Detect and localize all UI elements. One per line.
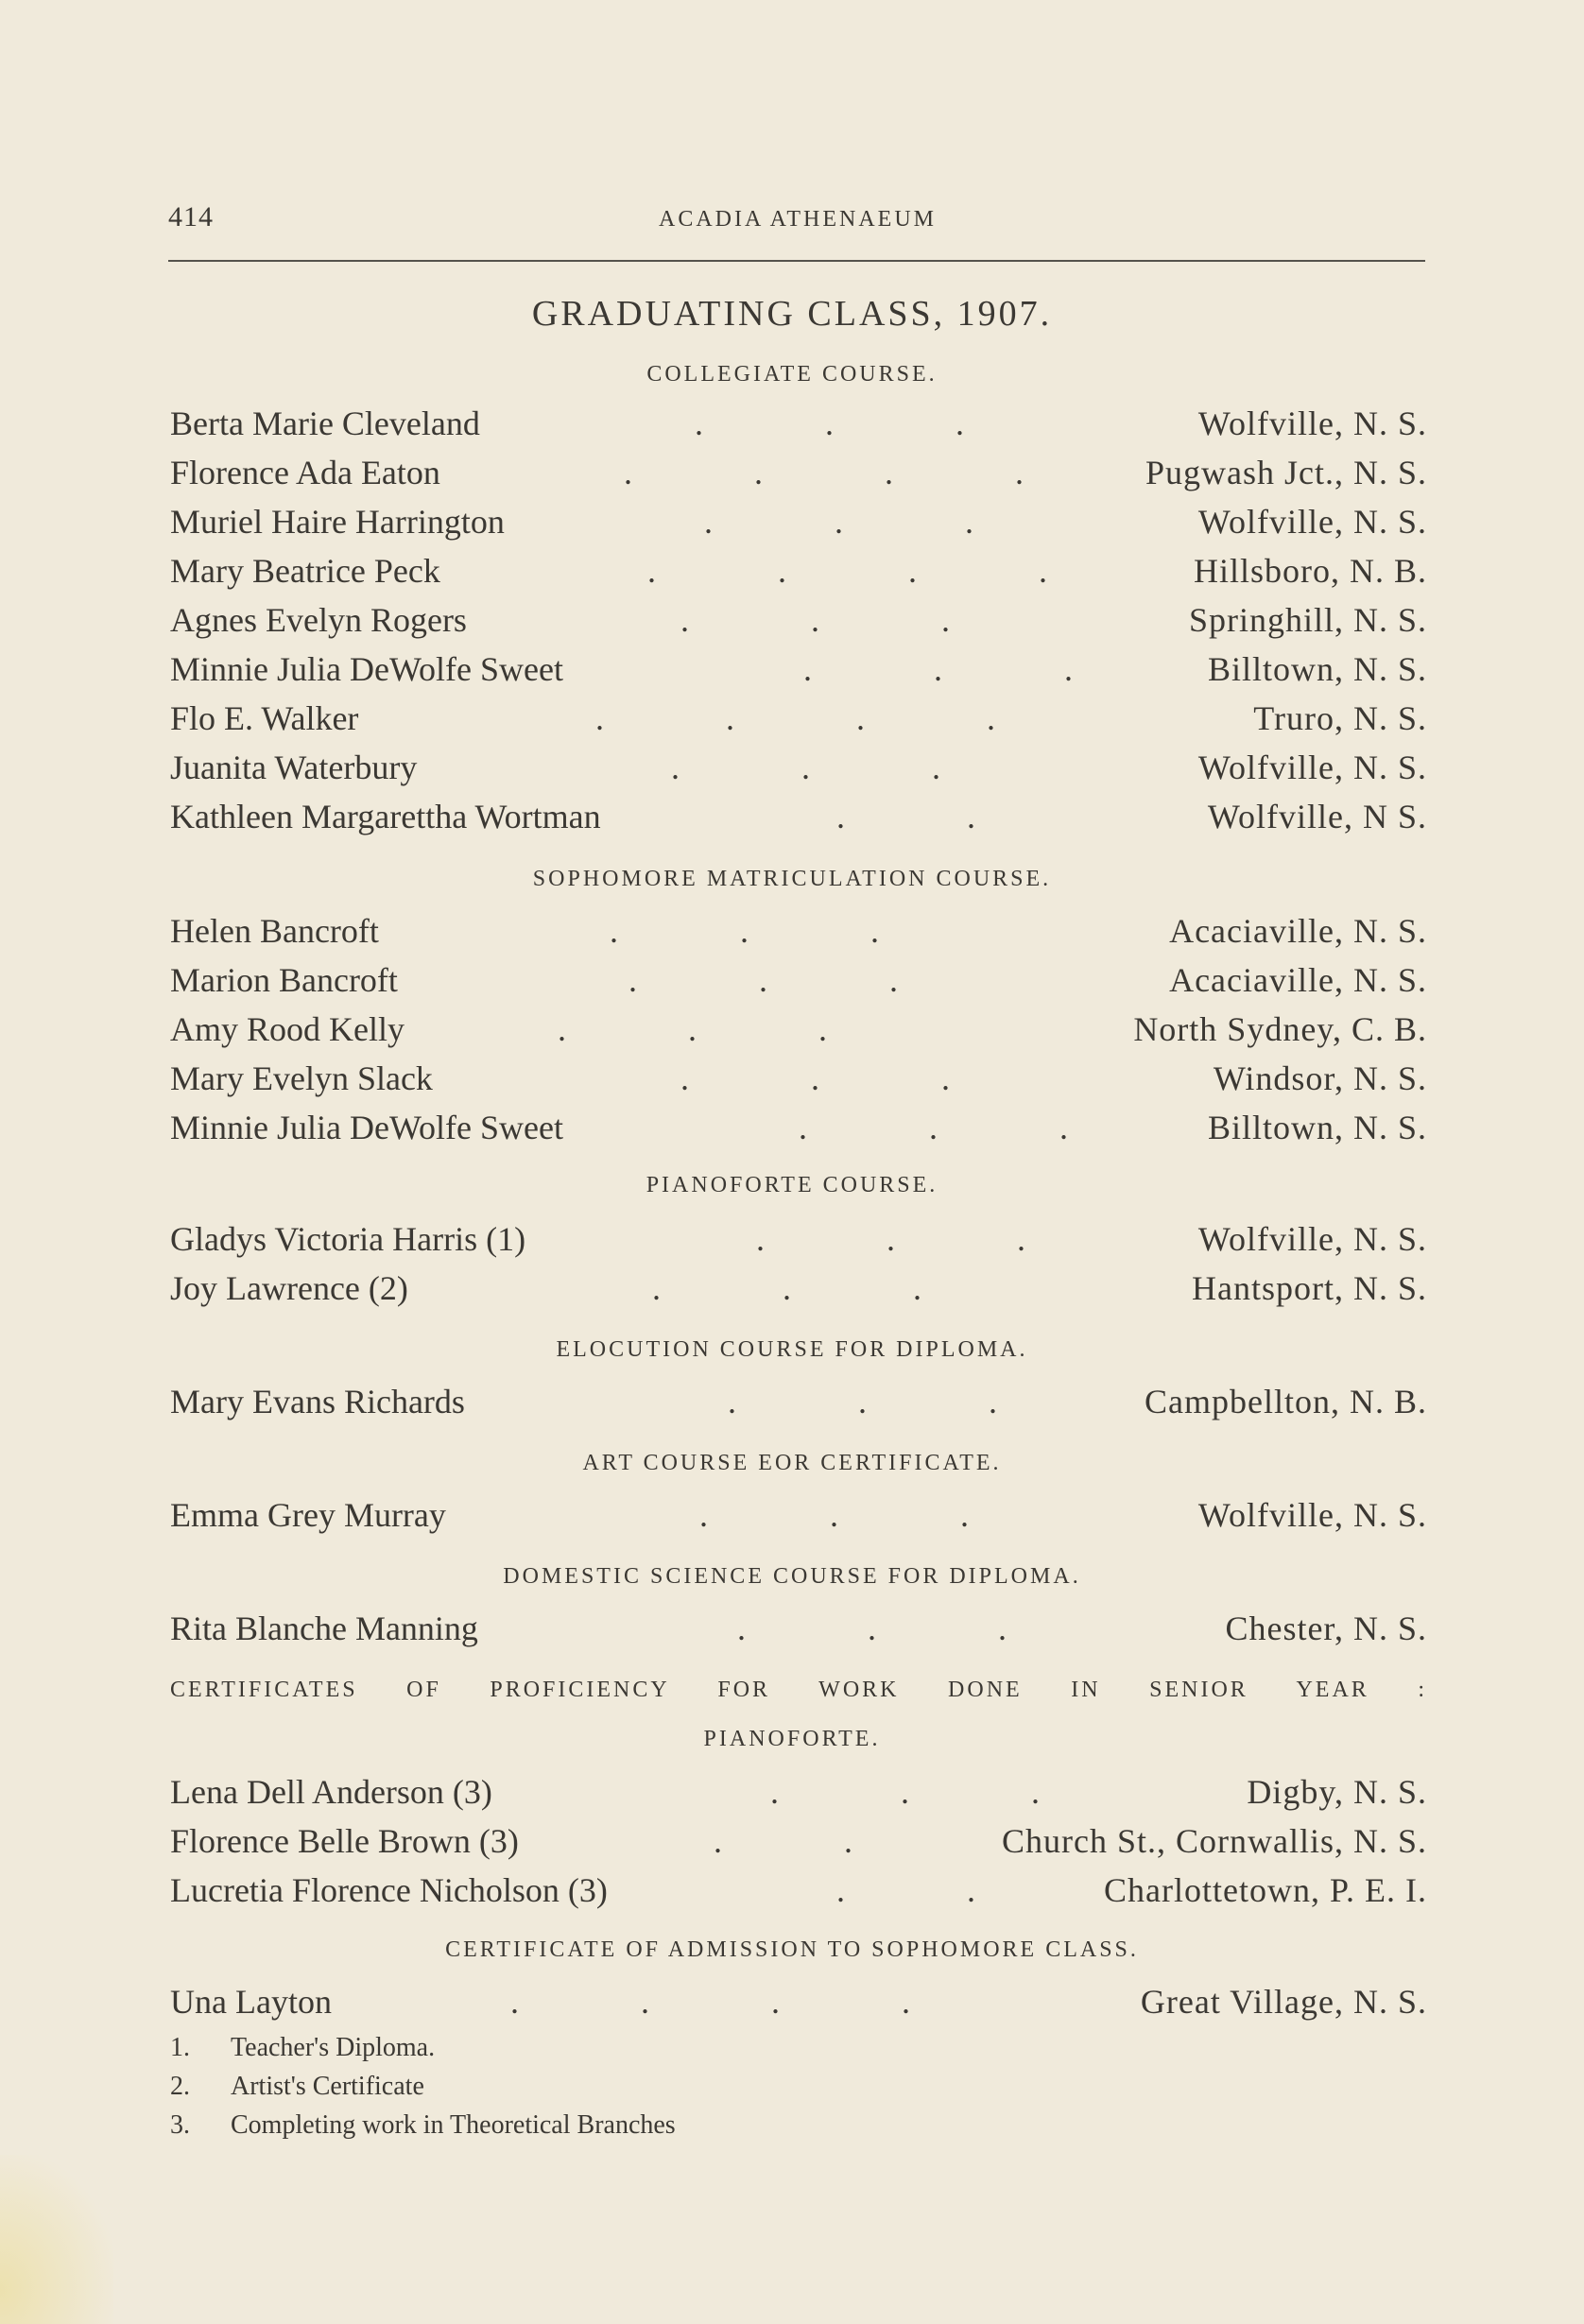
list-item bbox=[170, 797, 1427, 844]
graduate-hometown: Acaciaville, N. S. bbox=[1169, 961, 1427, 999]
graduate-name: Muriel Haire Harrington bbox=[170, 503, 505, 541]
list-item bbox=[170, 1772, 1427, 1819]
list-item bbox=[170, 1609, 1427, 1656]
graduate-hometown: Church St., Cornwallis, N. S. bbox=[1001, 1822, 1427, 1860]
section-subheading-pianoforte: PIANOFORTE. bbox=[703, 1727, 881, 1751]
list-item bbox=[170, 960, 1427, 1007]
graduate-name: Minnie Julia DeWolfe Sweet bbox=[170, 1109, 564, 1146]
section-heading-pianoforte: PIANOFORTE COURSE. bbox=[646, 1173, 938, 1197]
graduate-hometown: North Sydney, C. B. bbox=[1133, 1010, 1427, 1048]
graduate-hometown: Wolfville, N. S. bbox=[1197, 1496, 1427, 1534]
footnote bbox=[170, 2072, 424, 2102]
graduate-name: Helen Bancroft bbox=[170, 912, 379, 950]
leader-dots: . . . bbox=[770, 1773, 1096, 1811]
list-item bbox=[170, 453, 1427, 500]
list-item bbox=[170, 911, 1427, 958]
leader-dots: . . bbox=[836, 1871, 1032, 1909]
leader-dots: . . . bbox=[704, 503, 1030, 541]
graduate-name: Lena Dell Anderson (3) bbox=[170, 1773, 492, 1811]
paper-stain bbox=[0, 2155, 113, 2324]
leader-dots: . . . bbox=[803, 650, 1129, 688]
graduate-hometown: Acaciaville, N. S. bbox=[1169, 912, 1427, 950]
graduate-hometown: Billtown, N. S. bbox=[1207, 650, 1427, 688]
running-head bbox=[168, 201, 1427, 249]
graduate-name: Florence Ada Eaton bbox=[170, 454, 440, 491]
leader-dots: . . . . bbox=[624, 454, 1080, 491]
leader-dots: . . . bbox=[728, 1383, 1054, 1420]
list-item bbox=[170, 404, 1427, 451]
leader-dots: . . . . bbox=[595, 699, 1052, 737]
leader-dots: . . . bbox=[680, 1059, 1007, 1097]
graduate-hometown: Wolfville, N. S. bbox=[1197, 503, 1427, 541]
list-item bbox=[170, 1821, 1427, 1868]
leader-dots: . . . bbox=[756, 1220, 1082, 1258]
page-number: 414 bbox=[168, 201, 214, 232]
section-heading-admission: CERTIFICATE OF ADMISSION TO SOPHOMORE CLASS. bbox=[445, 1937, 1139, 1962]
list-item bbox=[170, 748, 1427, 795]
graduate-hometown: Campbellton, N. B. bbox=[1145, 1383, 1427, 1420]
graduate-hometown: Wolfville, N. S. bbox=[1197, 1220, 1427, 1258]
graduate-name: Amy Rood Kelly bbox=[170, 1010, 405, 1048]
leader-dots: . . bbox=[836, 798, 1032, 835]
list-item bbox=[170, 1009, 1427, 1057]
graduate-hometown: Digby, N. S. bbox=[1247, 1773, 1427, 1811]
footnote bbox=[170, 2110, 676, 2141]
leader-dots: . . . bbox=[558, 1010, 884, 1048]
section-heading-domestic-science: DOMESTIC SCIENCE COURSE FOR DIPLOMA. bbox=[503, 1564, 1081, 1589]
footnote-text: Completing work in Theoretical Branches bbox=[231, 2110, 676, 2140]
leader-dots: . . bbox=[714, 1822, 909, 1860]
graduate-name: Juanita Waterbury bbox=[170, 749, 418, 786]
graduate-name: Mary Evans Richards bbox=[170, 1383, 465, 1420]
graduate-hometown: Springhill, N. S. bbox=[1188, 601, 1427, 639]
graduate-name: Lucretia Florence Nicholson (3) bbox=[170, 1871, 608, 1909]
graduate-name: Gladys Victoria Harris (1) bbox=[170, 1220, 526, 1258]
graduate-name: Emma Grey Murray bbox=[170, 1496, 446, 1534]
graduate-hometown: Great Village, N. S. bbox=[1140, 1983, 1427, 2021]
graduate-name: Mary Beatrice Peck bbox=[170, 552, 440, 590]
graduate-hometown: Pugwash Jct., N. S. bbox=[1145, 454, 1427, 491]
list-item bbox=[170, 1108, 1427, 1155]
graduate-hometown: Wolfville, N. S. bbox=[1197, 749, 1427, 786]
graduate-name: Mary Evelyn Slack bbox=[170, 1059, 433, 1097]
graduate-hometown: Chester, N. S. bbox=[1225, 1610, 1427, 1647]
list-item bbox=[170, 502, 1427, 549]
leader-dots: . . . bbox=[671, 749, 997, 786]
list-item bbox=[170, 1382, 1427, 1429]
graduate-hometown: Wolfville, N S. bbox=[1207, 798, 1427, 835]
list-item bbox=[170, 1268, 1427, 1316]
list-item bbox=[170, 1870, 1427, 1918]
leader-dots: . . . . bbox=[647, 552, 1104, 590]
section-heading-sophomore: SOPHOMORE MATRICULATION COURSE. bbox=[532, 867, 1052, 891]
leader-dots: . . . bbox=[680, 601, 1007, 639]
section-heading-art: ART COURSE EOR CERTIFICATE. bbox=[582, 1451, 1002, 1475]
leader-dots: . . . bbox=[737, 1610, 1063, 1647]
footnote-number: 1. bbox=[170, 2033, 190, 2062]
graduate-hometown: Charlottetown, P. E. I. bbox=[1104, 1871, 1427, 1909]
footnote-text: Teacher's Diploma. bbox=[231, 2033, 436, 2062]
list-item bbox=[170, 1982, 1427, 2029]
graduate-hometown: Hillsboro, N. B. bbox=[1193, 552, 1427, 590]
graduate-hometown: Hantsport, N. S. bbox=[1192, 1269, 1427, 1307]
header-rule bbox=[168, 260, 1425, 262]
list-item bbox=[170, 551, 1427, 598]
leader-dots: . . . bbox=[799, 1109, 1125, 1146]
footnote-number: 2. bbox=[170, 2072, 190, 2101]
leader-dots: . . . . bbox=[510, 1983, 967, 2021]
list-item bbox=[170, 698, 1427, 746]
graduate-hometown: Wolfville, N. S. bbox=[1197, 405, 1427, 442]
graduate-name: Joy Lawrence (2) bbox=[170, 1269, 408, 1307]
graduate-name: Flo E. Walker bbox=[170, 699, 359, 737]
graduate-name: Kathleen Margarettha Wortman bbox=[170, 798, 601, 835]
graduate-name: Berta Marie Cleveland bbox=[170, 405, 480, 442]
graduate-name: Marion Bancroft bbox=[170, 961, 398, 999]
footnote bbox=[170, 2033, 435, 2063]
footnote-text: Artist's Certificate bbox=[231, 2072, 424, 2101]
leader-dots: . . . bbox=[652, 1269, 978, 1307]
leader-dots: . . . bbox=[610, 912, 936, 950]
journal-title: ACADIA ATHENAEUM bbox=[659, 207, 937, 232]
graduate-name: Agnes Evelyn Rogers bbox=[170, 601, 467, 639]
list-item bbox=[170, 1059, 1427, 1106]
list-item bbox=[170, 1219, 1427, 1266]
graduate-name: Una Layton bbox=[170, 1983, 332, 2021]
leader-dots: . . . bbox=[695, 405, 1021, 442]
footnote-number: 3. bbox=[170, 2110, 190, 2140]
leader-dots: . . . bbox=[628, 961, 955, 999]
graduate-name: Florence Belle Brown (3) bbox=[170, 1822, 519, 1860]
section-heading-collegiate: COLLEGIATE COURSE. bbox=[646, 362, 938, 387]
graduate-hometown: Billtown, N. S. bbox=[1207, 1109, 1427, 1146]
section-heading-proficiency: CERTIFICATES OF PROFICIENCY FOR WORK DONE IN SENIOR YEAR : bbox=[170, 1678, 1427, 1702]
graduate-hometown: Windsor, N. S. bbox=[1213, 1059, 1427, 1097]
page-title: GRADUATING CLASS, 1907. bbox=[531, 294, 1053, 334]
list-item bbox=[170, 600, 1427, 647]
graduate-name: Rita Blanche Manning bbox=[170, 1610, 478, 1647]
graduate-name: Minnie Julia DeWolfe Sweet bbox=[170, 650, 564, 688]
list-item bbox=[170, 649, 1427, 697]
leader-dots: . . . bbox=[699, 1496, 1025, 1534]
graduate-hometown: Truro, N. S. bbox=[1253, 699, 1427, 737]
list-item bbox=[170, 1495, 1427, 1542]
section-heading-elocution: ELOCUTION COURSE FOR DIPLOMA. bbox=[556, 1337, 1028, 1362]
